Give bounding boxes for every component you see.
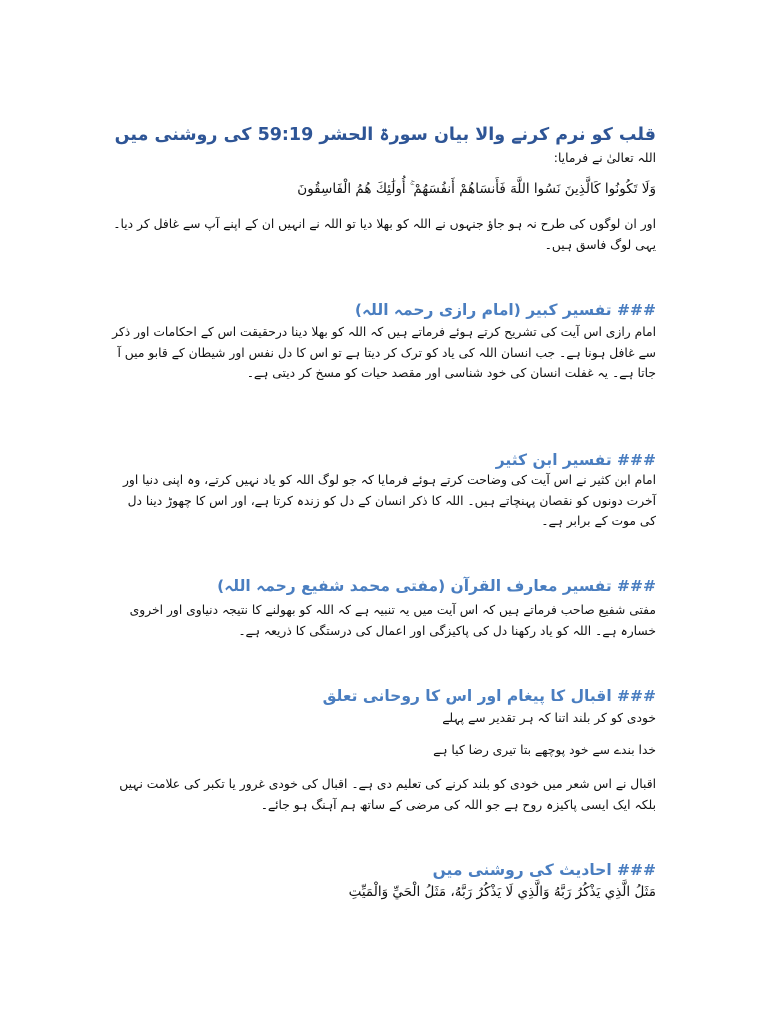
- section-heading-iqbal: ### اقبال کا پیغام اور اس کا روحانی تعلق: [322, 687, 656, 705]
- hadith-text: مَثَلُ الَّذِي يَذْكُرُ رَبَّهُ وَالَّذِي لَا يَذْكُرُ رَبَّهُ، مَثَلُ الْحَيِّ وَالْمَيِّتِ: [348, 884, 656, 900]
- verse-translation: اور ان لوگوں کی طرح نہ ہو جاؤ جنہوں نے اللہ کو بھلا دیا تو اللہ نے انہیں ان کے اپنے آپ سے غافل کر دیا۔ یہی لوگ فاسق ہیں۔: [113, 217, 656, 252]
- section-heading-tafsir-kabir: ### تفسیر کبیر (امام رازی رحمہ اللہ): [354, 301, 656, 319]
- iqbal-couplet-line-2: خدا بندے سے خود پوچھے بتا تیری رضا کیا ہے: [433, 743, 656, 757]
- section-paragraph-iqbal: اقبال نے اس شعر میں خودی کو بلند کرنے کی تعلیم دی ہے۔ اقبال کی خودی غرور یا تکبر کی علامت نہیں بلکہ ایک ایسی پاکیزہ روح ہے جو اللہ کی مرضی کے ساتھ ہم آہنگ ہو جائے۔: [119, 777, 656, 812]
- section-paragraph-tafsir-kabir: امام رازی اس آیت کی تشریح کرتے ہوئے فرماتے ہیں کہ اللہ کو بھلا دینا درحقیقت اس کے احکامات اور ذکر سے غافل ہونا ہے۔ جب انسان اللہ کی یاد کو ترک کر دیتا ہے تو اس کا دل نفس اور شیطان کے قابو میں آ جاتا ہے۔ یہ غفلت انسان کی خود شناسی اور مقصد حیات کو مسخ کر دیتی ہے۔: [112, 325, 656, 380]
- section-paragraph-maariful-quran: مفتی شفیع صاحب فرماتے ہیں کہ اس آیت میں یہ تنبیہ ہے کہ اللہ کو بھولنے کا نتیجہ دنیاوی اور اخروی خسارہ ہے۔ اللہ کو یاد رکھنا دل کی پاکیزگی اور اعمال کی درستگی کا ذریعہ ہے۔: [129, 603, 656, 638]
- section-heading-ibn-kathir: ### تفسیر ابن کثیر: [495, 451, 656, 469]
- section-heading-maariful-quran: ### تفسیر معارف القرآن (مفتی محمد شفیع رحمہ اللہ): [217, 577, 656, 595]
- section-heading-ahadith: ### احادیث کی روشنی میں: [432, 861, 656, 879]
- intro-line: اللہ تعالیٰ نے فرمایا:: [553, 151, 656, 165]
- page-title: قلب کو نرم کرنے والا بیان سورۃ الحشر 59:19 کی روشنی میں: [114, 125, 656, 145]
- quran-verse: وَلَا تَكُونُوا كَالَّذِينَ نَسُوا اللَّهَ فَأَنسَاهُمْ أَنفُسَهُمْ ۚ أُولَٰئِكَ هُمُ الْفَاسِقُونَ: [297, 181, 656, 197]
- section-paragraph-ibn-kathir: امام ابن کثیر نے اس آیت کی وضاحت کرتے ہوئے فرمایا کہ جو لوگ اللہ کو یاد نہیں کرتے، وہ اپنی دنیا اور آخرت دونوں کو نقصان پہنچاتے ہیں۔ اللہ کا ذکر انسان کے دل کو زندہ کرتا ہے، اور اس کا چھوڑ دینا دل کی موت کے برابر ہے۔: [122, 473, 656, 528]
- iqbal-couplet-line-1: خودی کو کر بلند اتنا کہ ہر تقدیر سے پہلے: [442, 711, 656, 725]
